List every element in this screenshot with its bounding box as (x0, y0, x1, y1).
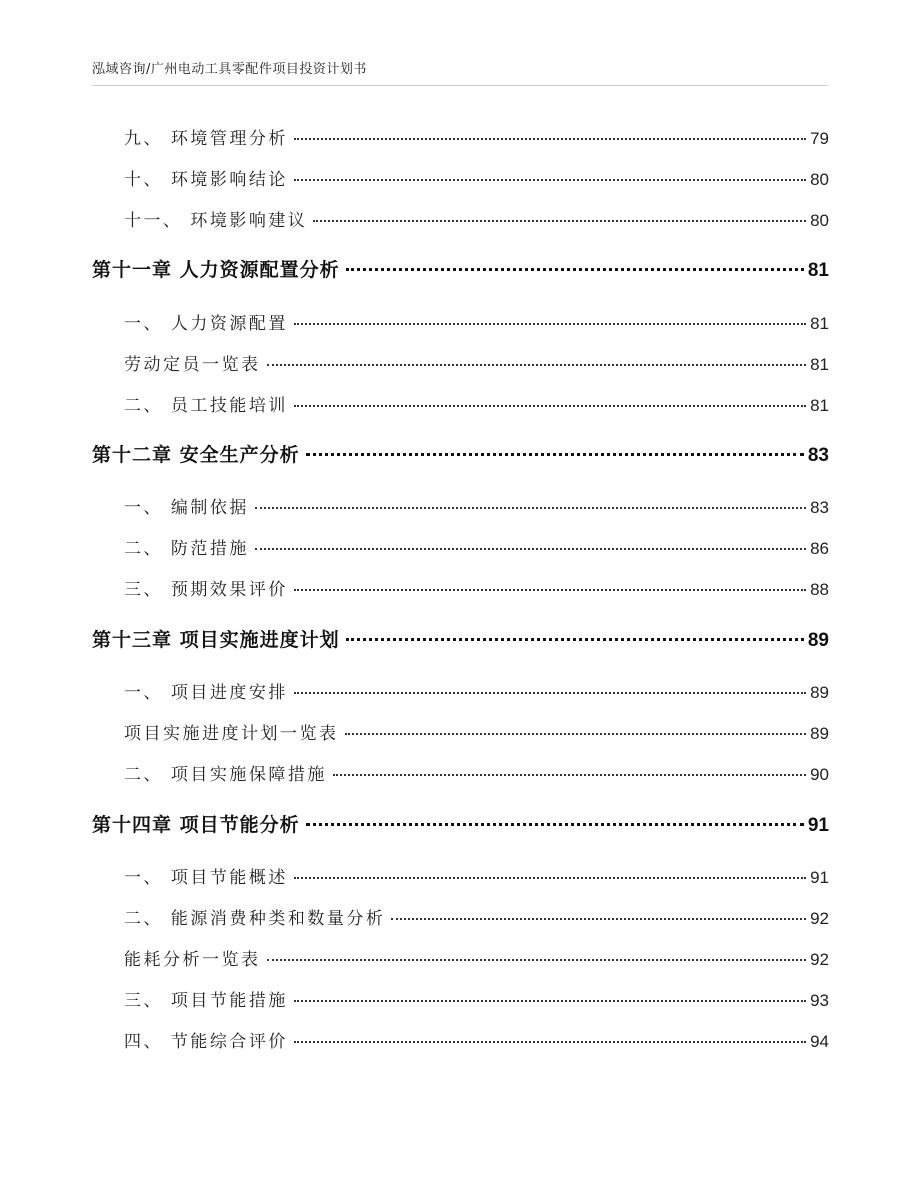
toc-chapter[interactable] (92, 440, 829, 467)
toc-entry-page: 93 (810, 991, 829, 1010)
dot-leader (255, 507, 806, 509)
toc-entry-page: 88 (810, 580, 829, 599)
toc-entry-title: 劳动定员一览表 (124, 355, 261, 375)
toc-entry-page: 81 (810, 396, 829, 415)
dot-leader (255, 548, 806, 550)
toc-entry-page: 86 (810, 539, 829, 558)
toc-entry-title: 项目实施进度计划一览表 (124, 724, 339, 744)
dot-leader (267, 959, 807, 961)
toc-entry-title: 一、 人力资源配置 (124, 314, 288, 334)
toc-entry-title: 十、 环境影响结论 (124, 170, 288, 190)
dot-leader (294, 179, 806, 181)
toc-entry-title: 三、 预期效果评价 (124, 580, 288, 600)
dot-leader (294, 877, 806, 879)
page-header: 泓域咨询/广州电动工具零配件项目投资计划书 (92, 62, 367, 77)
toc-entry[interactable] (124, 391, 829, 416)
dot-leader (306, 823, 804, 826)
dot-leader (294, 1000, 806, 1002)
toc-entry-title: 一、 项目进度安排 (124, 683, 288, 703)
toc-entry-title: 四、 节能综合评价 (124, 1032, 288, 1052)
toc-chapter-title: 第十四章 项目节能分析 (92, 814, 300, 836)
toc-entry[interactable] (124, 863, 829, 888)
dot-leader (294, 323, 806, 325)
toc-entry-page: 81 (810, 314, 829, 333)
dot-leader (345, 733, 807, 735)
dot-leader (294, 589, 806, 591)
toc-entry[interactable] (124, 350, 829, 375)
toc-entry[interactable] (124, 945, 829, 970)
toc-entry-title: 十一、 环境影响建议 (124, 211, 308, 231)
toc-chapter-title: 第十二章 安全生产分析 (92, 444, 300, 466)
toc-chapter[interactable] (92, 255, 829, 282)
toc-chapter[interactable] (92, 625, 829, 652)
dot-leader (267, 364, 807, 366)
toc-entry-title: 一、 项目节能概述 (124, 868, 288, 888)
toc-entry-title: 三、 项目节能措施 (124, 991, 288, 1011)
toc-entry-title: 能耗分析一览表 (124, 950, 261, 970)
toc-entry-page: 92 (810, 950, 829, 969)
toc-entry-page: 83 (810, 498, 829, 517)
toc-entry-page: 79 (810, 129, 829, 148)
toc-entry-title: 二、 项目实施保障措施 (124, 765, 327, 785)
toc-entry-page: 91 (810, 868, 829, 887)
toc-entry[interactable] (124, 719, 829, 744)
toc-chapter-page: 91 (807, 815, 829, 836)
toc-entry[interactable] (124, 904, 829, 929)
dot-leader (294, 692, 806, 694)
dot-leader (294, 405, 806, 407)
toc-entry[interactable] (124, 575, 829, 600)
toc-entry-page: 89 (810, 724, 829, 743)
toc-chapter-page: 81 (807, 260, 829, 281)
toc-entry[interactable] (124, 124, 829, 149)
toc-entry[interactable] (124, 678, 829, 703)
toc-entry[interactable] (124, 493, 829, 518)
dot-leader (294, 1041, 806, 1043)
toc-entry-title: 二、 防范措施 (124, 539, 249, 559)
toc-entry-page: 89 (810, 683, 829, 702)
dot-leader (391, 918, 806, 920)
dot-leader (346, 268, 804, 271)
toc-entry-title: 二、 能源消费种类和数量分析 (124, 909, 386, 929)
toc-entry[interactable] (124, 309, 829, 334)
dot-leader (294, 138, 806, 140)
toc-entry-page: 92 (810, 909, 829, 928)
dot-leader (313, 220, 806, 222)
toc-entry[interactable] (124, 165, 829, 190)
toc-entry[interactable] (124, 206, 829, 231)
toc-chapter-title: 第十三章 项目实施进度计划 (92, 629, 340, 651)
toc-entry-page: 90 (810, 765, 829, 784)
toc-entry-page: 94 (810, 1032, 829, 1051)
dot-leader (333, 774, 806, 776)
toc-chapter[interactable] (92, 810, 829, 837)
dot-leader (306, 453, 804, 456)
toc-entry-page: 80 (810, 211, 829, 230)
toc-entry[interactable] (124, 534, 829, 559)
toc-entry-title: 九、 环境管理分析 (124, 129, 288, 149)
toc-chapter-title: 第十一章 人力资源配置分析 (92, 259, 340, 281)
toc-entry-title: 二、 员工技能培训 (124, 396, 288, 416)
toc-chapter-page: 83 (807, 445, 829, 466)
toc-chapter-page: 89 (807, 630, 829, 651)
toc-entry-page: 80 (810, 170, 829, 189)
toc-entry-title: 一、 编制依据 (124, 498, 249, 518)
dot-leader (346, 638, 804, 641)
toc-entry[interactable] (124, 760, 829, 785)
toc-entry-page: 81 (810, 355, 829, 374)
toc-entry[interactable] (124, 1027, 829, 1052)
toc-entry[interactable] (124, 986, 829, 1011)
